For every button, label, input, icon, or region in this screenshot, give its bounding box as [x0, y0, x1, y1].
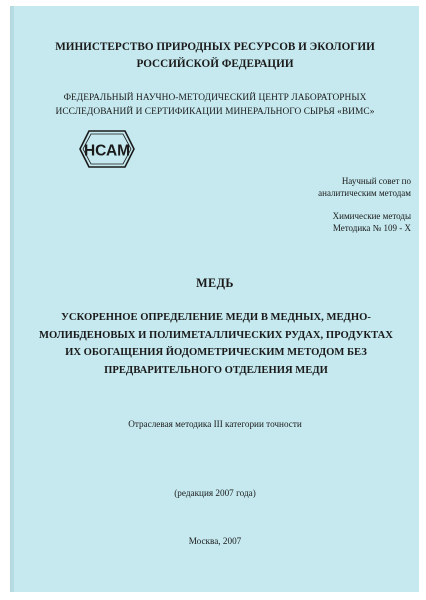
council-block [281, 176, 411, 199]
subtitle-line-2: МОЛИБДЕНОВЫХ И ПОЛИМЕТАЛЛИЧЕСКИХ РУДАХ, ПРОДУКТАХ [39, 329, 393, 341]
ministry-line-2: РОССИЙСКОЙ ФЕДЕРАЦИИ [136, 58, 294, 70]
method-line-2: Методика № 109 - Х [332, 222, 411, 233]
subtitle-line-4: ПРЕДВАРИТЕЛЬНОГО ОТДЕЛЕНИЯ МЕДИ [104, 364, 328, 376]
ministry-line-1: МИНИСТЕРСТВО ПРИРОДНЫХ РЕСУРСОВ И ЭКОЛОГИИ [55, 41, 375, 53]
subtitle-line-3: ИХ ОБОГАЩЕНИЯ ЙОДОМЕТРИЧЕСКИМ МЕТОДОМ БЕЗ [65, 347, 367, 358]
logo-text: НСАМ [83, 142, 131, 160]
accuracy-category: Отраслевая методика III категории точности [128, 419, 302, 429]
council-line-1: Научный совет по [341, 176, 411, 186]
cover-page [10, 6, 419, 592]
method-line-1: Химические методы [332, 211, 411, 221]
ministry-heading [11, 39, 419, 73]
city-year: Москва, 2007 [188, 536, 242, 546]
edition-note: (редакция 2007 года) [174, 488, 256, 498]
document-subtitle [39, 309, 393, 379]
nsam-logo-icon [79, 130, 135, 168]
subtitle-line-1: УСКОРЕННОЕ ОПРЕДЕЛЕНИЕ МЕДИ В МЕДНЫХ, МЕДНО- [61, 312, 371, 323]
method-block [281, 211, 411, 234]
council-line-2: аналитическим методам [318, 187, 411, 198]
organization-heading [11, 91, 419, 119]
organization-line-2: ИССЛЕДОВАНИЙ И СЕРТИФИКАЦИИ МИНЕРАЛЬНОГО СЫРЬЯ «ВИМС» [55, 107, 375, 117]
organization-line-1: ФЕДЕРАЛЬНЫЙ НАУЧНО-МЕТОДИЧЕСКИЙ ЦЕНТР ЛАБОРАТОРНЫХ [63, 93, 367, 103]
document-title: МЕДЬ [196, 276, 234, 290]
